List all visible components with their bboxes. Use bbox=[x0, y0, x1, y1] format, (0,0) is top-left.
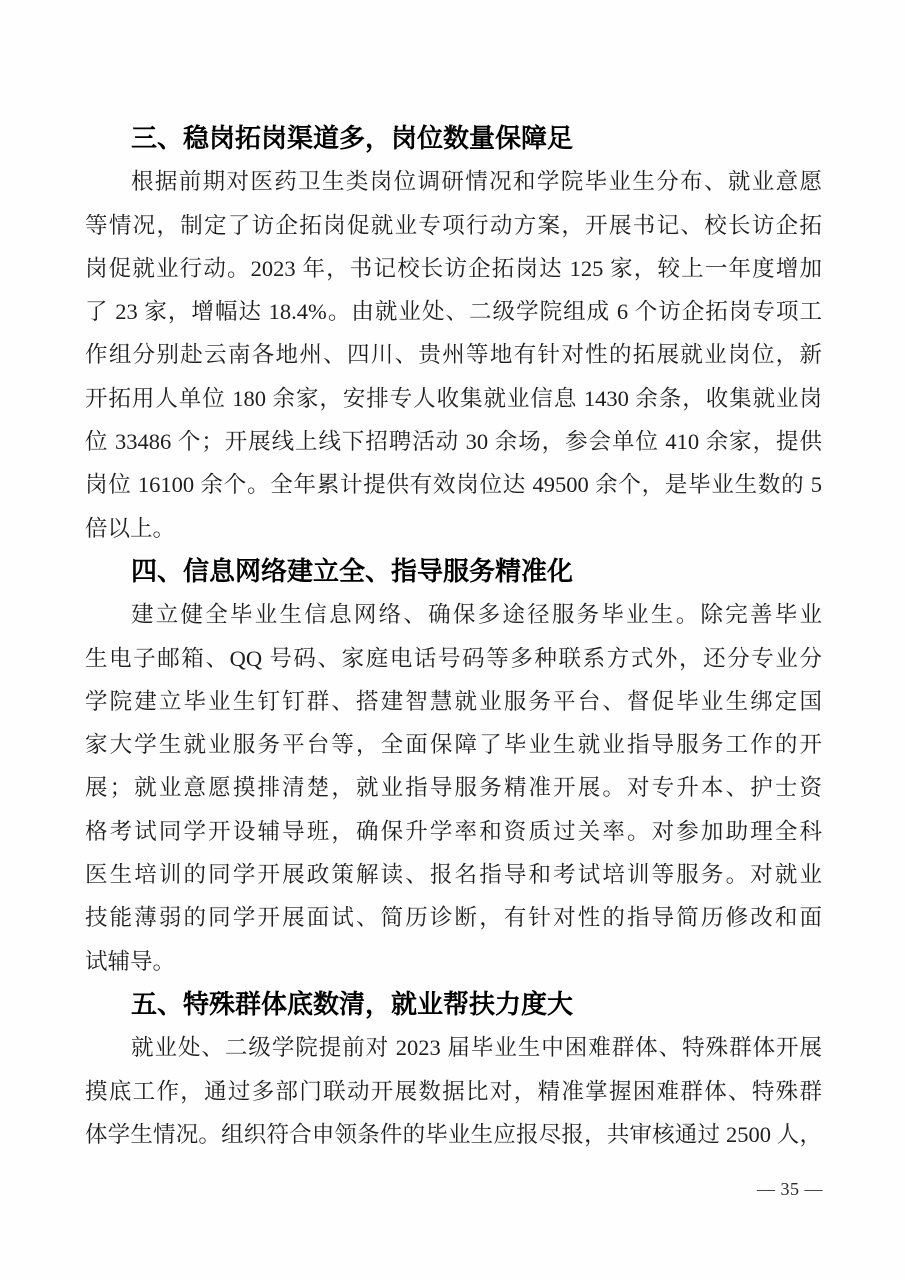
text-line: 医生培训的同学开展政策解读、报名指导和考试培训等服务。对就业 bbox=[85, 862, 822, 888]
page-content bbox=[85, 117, 822, 1156]
text-line: 生电子邮箱、QQ 号码、家庭电话号码等多种联系方式外，还分专业分 bbox=[85, 645, 822, 671]
text-line: 技能薄弱的同学开展面试、简历诊断，有针对性的指导简历修改和面 bbox=[85, 905, 822, 931]
text-line: 作组分别赴云南各地州、四川、贵州等地有针对性的拓展就业岗位，新 bbox=[85, 342, 822, 368]
section-heading: 三、稳岗拓岗渠道多，岗位数量保障足 bbox=[131, 123, 574, 153]
text-line: 家大学生就业服务平台等，全面保障了毕业生就业指导服务工作的开 bbox=[85, 732, 822, 758]
text-line: 展；就业意愿摸排清楚，就业指导服务精准开展。对专升本、护士资 bbox=[85, 775, 822, 801]
section-job-expansion bbox=[85, 117, 822, 550]
text-line: 试辅导。 bbox=[85, 948, 176, 974]
text-line: 体学生情况。组织符合申领条件的毕业生应报尽报，共审核通过 2500 人， bbox=[85, 1121, 822, 1147]
text-line: 建立健全毕业生信息网络、确保多途径服务毕业生。除完善毕业 bbox=[131, 602, 822, 628]
text-line: 就业处、二级学院提前对 2023 届毕业生中困难群体、特殊群体开展 bbox=[131, 1035, 822, 1061]
section-heading: 四、信息网络建立全、指导服务精准化 bbox=[131, 555, 574, 586]
text-line: 了 23 家，增幅达 18.4%。由就业处、二级学院组成 6 个访企拓岗专项工 bbox=[85, 299, 822, 325]
section-information-network bbox=[85, 550, 822, 983]
section-special-groups bbox=[85, 983, 822, 1156]
text-line: 格考试同学开设辅导班，确保升学率和资质过关率。对参加助理全科 bbox=[85, 818, 822, 844]
text-line: 开拓用人单位 180 余家，安排专人收集就业信息 1430 余条，收集就业岗 bbox=[85, 385, 822, 411]
section-heading: 五、特殊群体底数清，就业帮扶力度大 bbox=[131, 988, 574, 1019]
text-line: 学院建立毕业生钉钉群、搭建智慧就业服务平台、督促毕业生绑定国 bbox=[85, 688, 822, 714]
page-number: — 35 — bbox=[757, 1179, 823, 1199]
text-line: 位 33486 个；开展线上线下招聘活动 30 余场，参会单位 410 余家，提供 bbox=[85, 429, 822, 455]
text-line: 摸底工作，通过多部门联动开展数据比对，精准掌握困难群体、特殊群 bbox=[85, 1078, 822, 1104]
text-line: 岗促就业行动。2023 年，书记校长访企拓岗达 125 家，较上一年度增加 bbox=[85, 255, 822, 281]
text-line: 倍以上。 bbox=[85, 515, 176, 541]
text-line: 岗位 16100 余个。全年累计提供有效岗位达 49500 余个，是毕业生数的 5 bbox=[85, 472, 822, 498]
text-line: 等情况，制定了访企拓岗促就业专项行动方案，开展书记、校长访企拓 bbox=[85, 212, 822, 238]
text-line: 根据前期对医药卫生类岗位调研情况和学院毕业生分布、就业意愿 bbox=[131, 169, 822, 195]
